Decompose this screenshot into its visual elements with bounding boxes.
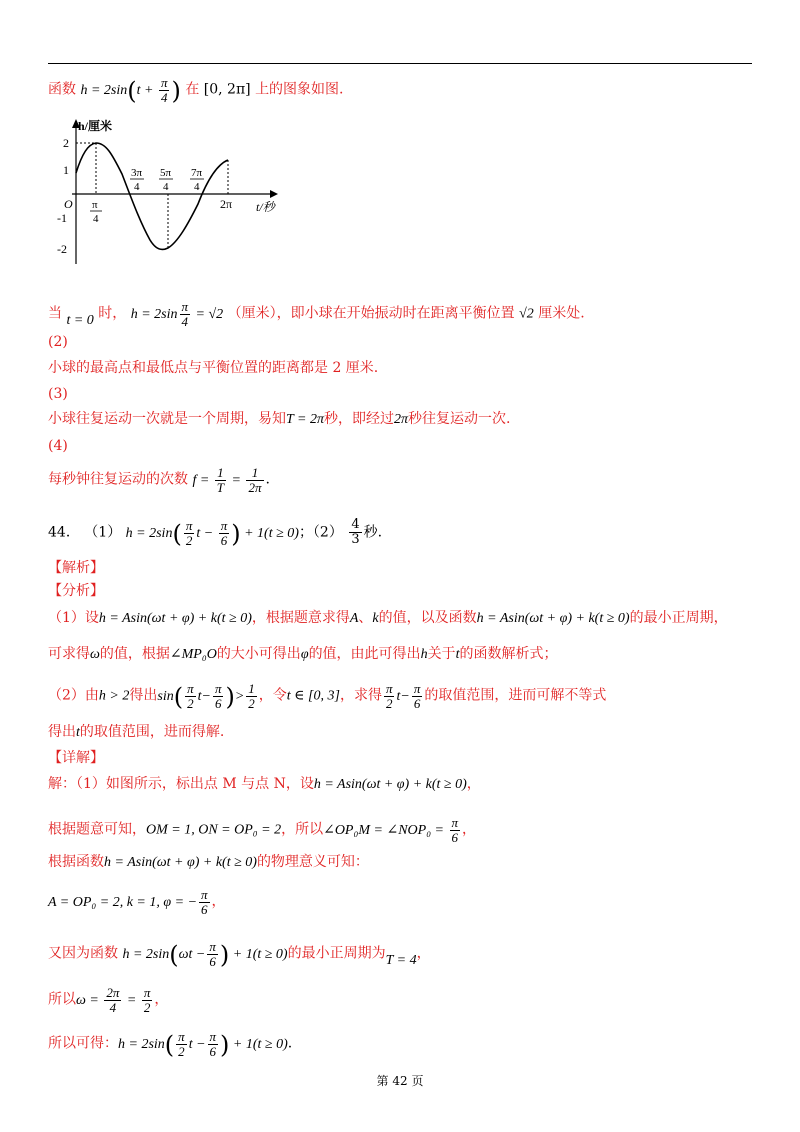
x-axis-label: t/秒 bbox=[256, 200, 275, 214]
xtick-5pi4-num: 5π bbox=[160, 167, 172, 179]
solution-line-6: 所以ω = $\frac{2\pi}{4}$ = $\frac{\pi}{2}$ ， bbox=[48, 985, 169, 1015]
y-axis-label: h/厘米 bbox=[78, 119, 113, 133]
line-t0 bbox=[48, 300, 585, 329]
section-xiangjie: 【详解】 bbox=[48, 750, 104, 766]
text: 每秒钟往复运动的次数 bbox=[48, 471, 188, 488]
xtick-3pi4-den: 4 bbox=[134, 181, 140, 193]
interval: [0, 2π] bbox=[203, 81, 251, 98]
page-footer: 第 42 页 bbox=[376, 1074, 424, 1088]
part-4-label: (4) bbox=[48, 438, 68, 454]
text: 函数 bbox=[48, 81, 76, 98]
text: 秒往复运动一次. bbox=[408, 411, 511, 427]
formula-T: T = 2π bbox=[286, 412, 324, 427]
text: （厘米），即小球在开始振动时在距离平衡位置 bbox=[227, 305, 515, 322]
formula-omega: ω = $\frac{2\pi}{4}$ = $\frac{\pi}{2}$ bbox=[76, 985, 151, 1015]
formula-t0: t = 0 bbox=[66, 312, 94, 328]
formula-angle: ∠OP₀M = ∠NOP₀ = $\frac{\pi}{6}$ bbox=[323, 815, 459, 845]
line-frequency: 每秒钟往复运动的次数 f = $\frac{1}{T}$ = $\frac{1}{2\pi}$ . bbox=[48, 465, 270, 495]
sine-curve bbox=[76, 143, 228, 249]
xtick-5pi4-den: 4 bbox=[163, 181, 169, 193]
solution-line-5: 又因为函数 h = 2sin(ωt − $\frac{\pi}{6}$ ) + 1(t ≥ 0)的最小正周期为T = 4， bbox=[48, 939, 431, 969]
analysis-line-1: （1）设h = Asin(ωt + φ) + k(t ≥ 0)，根据题意求得A、k的值，以及函数h = Asin(ωt + φ) + k(t ≥ 0)的最小正周期， bbox=[48, 610, 728, 626]
ytick-1: 1 bbox=[63, 163, 69, 177]
text: 在 bbox=[185, 81, 200, 98]
formula-h: h = 2sin(t + $\frac{\pi}{4}$ ) bbox=[80, 75, 181, 105]
part-2-label: (2) bbox=[48, 334, 68, 350]
xtick-pi4-den: 4 bbox=[93, 213, 99, 225]
xtick-7pi4-den: 4 bbox=[194, 181, 200, 193]
solution-line-7: 所以可得：h = 2sin( $\frac{\pi}{2}$ t − $\frac{\pi}{6}$ ) + 1(t ≥ 0). bbox=[48, 1029, 293, 1059]
solution-line-2: 根据题意可知，OM = 1, ON = OP₀ = 2，所以∠OP₀M = ∠NOP₀ = $\frac{\pi}{6}$ ， bbox=[48, 815, 477, 845]
section-jiexi: 【解析】 bbox=[48, 560, 104, 576]
formula-f: f = $\frac{1}{T}$ = $\frac{1}{2\pi}$ bbox=[192, 465, 262, 495]
xtick-3pi4-num: 3π bbox=[131, 167, 143, 179]
text: 当 bbox=[48, 305, 62, 322]
line-period bbox=[48, 409, 510, 430]
formula-2pi: 2π bbox=[394, 412, 409, 427]
formula-expr: $\frac{\pi}{2}$ t− $\frac{\pi}{6}$ bbox=[385, 681, 421, 711]
sqrt2: √2 bbox=[519, 306, 534, 322]
line-max-min: 小球的最高点和最低点与平衡位置的距离都是 2 厘米. bbox=[48, 360, 379, 376]
ytick-2: 2 bbox=[63, 136, 69, 150]
formula-final: h = 2sin( $\frac{\pi}{2}$ t − $\frac{\pi}{6}$ ) + 1(t ≥ 0) bbox=[118, 1029, 288, 1059]
x-axis-arrow-icon bbox=[270, 190, 278, 198]
analysis-line-3: （2）由h > 2得出sin( $\frac{\pi}{2}$ t− $\frac{\pi}{6}$ )> $\frac{1}{2}$ ，令t ∈ [0, 3]，求得 $\frac{\pi}{2}$ t− $\frac{\pi}{6}$ 的取值范围，进而可解不等式 bbox=[48, 681, 607, 711]
text: 厘米处. bbox=[538, 305, 585, 322]
text: 上的图象如图. bbox=[255, 81, 344, 98]
formula-ineq: sin( $\frac{\pi}{2}$ t− $\frac{\pi}{6}$ )> $\frac{1}{2}$ bbox=[157, 681, 255, 711]
formula-params: A = OP₀ = 2, k = 1, φ = − $\frac{\pi}{6}$ bbox=[48, 887, 208, 917]
question-44: 44． （1） h = 2sin( $\frac{\pi}{2}$ t − $\frac{\pi}{6}$ ) + 1(t ≥ 0)；（2） $\frac{4}{3}$ 秒. bbox=[48, 517, 383, 548]
analysis-line-4: 得出t的取值范围，进而得解. bbox=[48, 724, 225, 740]
formula-h0: h = 2sin $\frac{\pi}{4}$ = √2 bbox=[130, 299, 224, 329]
solution-line-4: A = OP₀ = 2, k = 1, φ = − $\frac{\pi}{6}$ ， bbox=[48, 887, 226, 917]
xtick-7pi4-num: 7π bbox=[191, 167, 203, 179]
formula-h-omega: h = 2sin(ωt − $\frac{\pi}{6}$ ) + 1(t ≥ 0) bbox=[122, 939, 288, 969]
xtick-2pi: 2π bbox=[220, 197, 233, 211]
origin-label: O bbox=[64, 197, 73, 211]
text: 秒，即经过 bbox=[324, 411, 394, 427]
formula-general: h = Asin(ωt + φ) + k(t ≥ 0) bbox=[98, 611, 252, 626]
text: 小球往复运动一次就是一个周期，易知 bbox=[48, 411, 286, 427]
analysis-line-2: 可求得ω的值，根据∠MP₀O的大小可得出φ的值，由此可得出h关于t的函数解析式； bbox=[48, 646, 558, 662]
ytick-neg2: -2 bbox=[57, 242, 67, 256]
section-fenxi: 【分析】 bbox=[48, 583, 104, 599]
ytick-neg1: -1 bbox=[57, 211, 67, 225]
xtick-pi4-num: π bbox=[92, 199, 98, 211]
line-function-intro bbox=[48, 76, 344, 105]
solution-line-1: 解：（1）如图所示，标出点 M 与点 N，设h = Asin(ωt + φ) + k(t ≥ 0)， bbox=[48, 776, 481, 792]
text: 时， bbox=[98, 305, 127, 322]
question-number: 44． bbox=[48, 524, 80, 541]
formula-answer-1: h = 2sin( $\frac{\pi}{2}$ t − $\frac{\pi}{6}$ ) + 1(t ≥ 0) bbox=[125, 517, 299, 548]
solution-line-3: 根据函数h = Asin(ωt + φ) + k(t ≥ 0)的物理意义可知： bbox=[48, 854, 369, 870]
sine-graph bbox=[48, 114, 288, 274]
part-3-label: (3) bbox=[48, 386, 68, 402]
header-rule bbox=[48, 63, 752, 64]
